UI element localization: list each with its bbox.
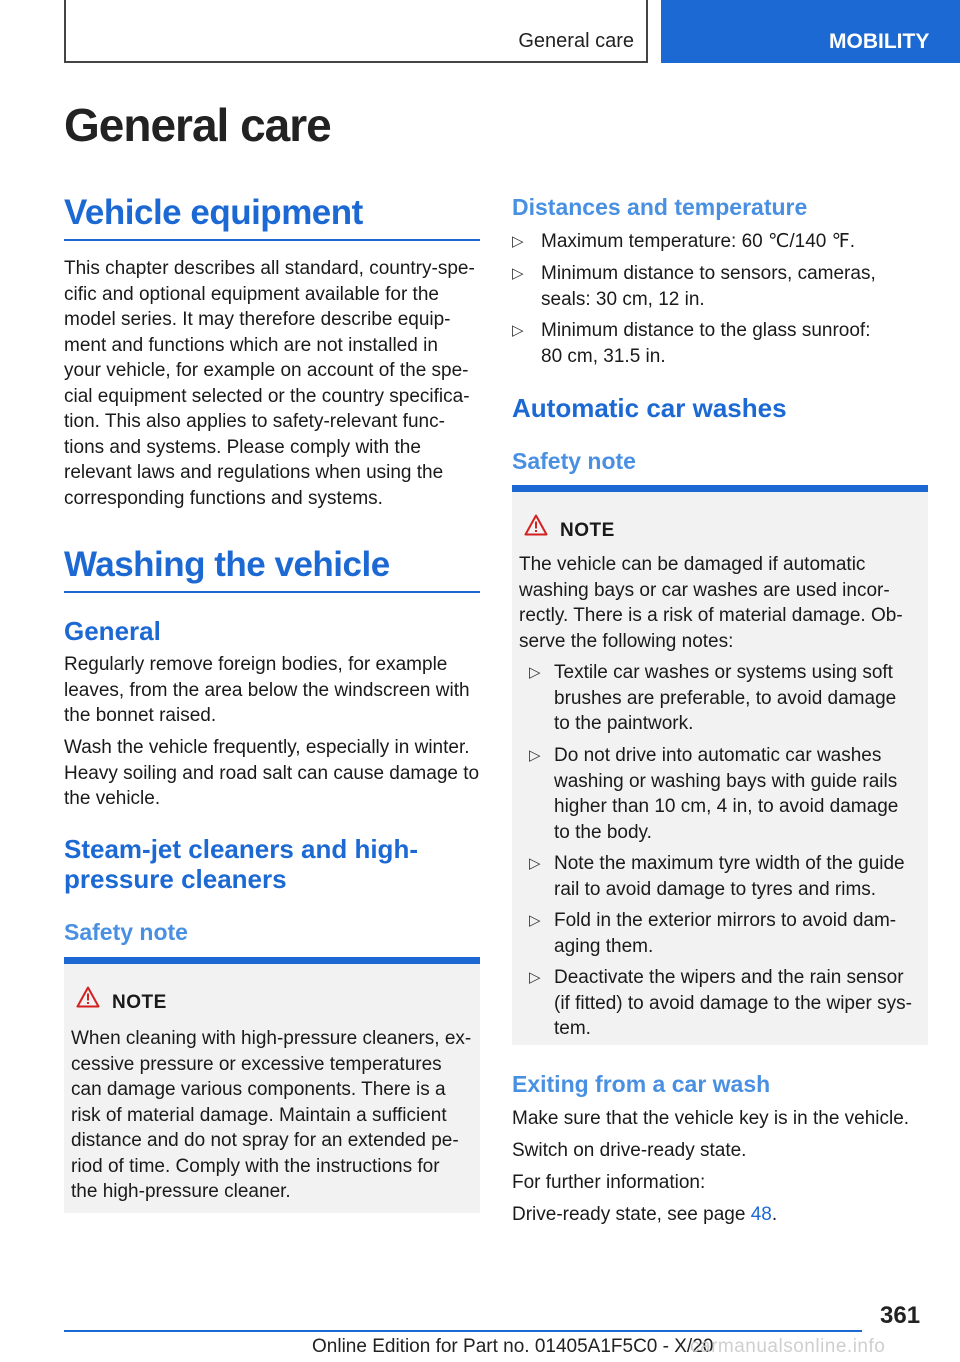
bullet-triangle-icon: ▷ — [529, 855, 541, 872]
text-line: the vehicle. — [64, 788, 161, 809]
list-item-text — [554, 908, 921, 959]
text-line: ment and functions which are not installed in — [64, 334, 438, 356]
heading-safety-note: Safety note — [64, 919, 188, 945]
note-label: NOTE — [560, 520, 615, 541]
header-section-title: General care — [518, 30, 634, 52]
text-line: cessive pressure or excessive temperatures — [71, 1053, 442, 1075]
page-title: General care — [64, 99, 331, 151]
vehicle-equipment-text — [64, 256, 480, 511]
text-line: relevant laws and regulations when using the — [64, 462, 444, 483]
text-line: cific and optional equipment available for the — [64, 283, 439, 305]
header-chapter-tab: MOBILITY — [661, 0, 960, 63]
bullet-triangle-icon: ▷ — [512, 322, 524, 339]
heading-washing-vehicle: Washing the vehicle — [64, 545, 480, 593]
text-line: brushes are preferable, to avoid damage — [554, 687, 897, 709]
text-line: Textile car washes or systems using soft — [554, 662, 893, 683]
text-line: Note the maximum tyre width of the guide — [554, 853, 905, 874]
text-line: Minimum distance to the glass sunroof: — [541, 320, 871, 341]
text-line: (if fitted) to avoid damage to the wiper sys- — [554, 992, 912, 1014]
text-line: This chapter describes all standard, country-spe- — [64, 258, 475, 279]
text-line: rail to avoid damage to tyres and rims. — [554, 878, 877, 900]
sentence-end: . — [771, 1204, 778, 1225]
heading-automatic-car-washes: Automatic car washes — [512, 393, 787, 423]
text-line: washing or washing bays with guide rails — [554, 770, 898, 792]
text-line: tion. This also applies to safety-relevant func- — [64, 411, 445, 432]
text-line: The vehicle can be damaged if automatic — [519, 554, 866, 575]
list-item — [512, 229, 928, 255]
text-line: aging them. — [554, 935, 654, 957]
note-box-car-washes — [512, 485, 928, 1045]
text-line: tem. — [554, 1018, 591, 1039]
list-item-text — [541, 261, 928, 312]
wash-frequency-text — [64, 735, 480, 812]
exiting-text-4 — [512, 1202, 928, 1228]
exiting-text-3: For further information: — [512, 1172, 706, 1193]
warning-triangle-icon — [76, 986, 100, 1008]
text-line: Minimum distance to sensors, cameras, — [541, 263, 876, 284]
text-line: Fold in the exterior mirrors to avoid dam- — [554, 910, 897, 931]
text-line: your vehicle, for example on account of the spe- — [64, 360, 469, 381]
text-line: Heavy soiling and road salt can cause damage to — [64, 762, 480, 784]
bullet-triangle-icon: ▷ — [529, 969, 541, 986]
bullet-triangle-icon: ▷ — [512, 233, 524, 250]
exiting-text-1: Make sure that the vehicle key is in the vehicle. — [512, 1108, 910, 1129]
heading-line: Steam-jet cleaners and high- — [64, 834, 418, 864]
text-line: leaves, from the area below the windscreen with — [64, 679, 470, 701]
heading-safety-note: Safety note — [512, 448, 636, 474]
exiting-text-2: Switch on drive-ready state. — [512, 1140, 747, 1161]
warning-triangle-icon — [524, 514, 548, 536]
list-item — [519, 743, 921, 845]
heading-general: General — [64, 616, 161, 646]
text-line: Regularly remove foreign bodies, for example — [64, 654, 448, 675]
text-line: tions and systems. Please comply with the — [64, 436, 421, 458]
text-line: to the paintwork. — [554, 713, 694, 734]
note-box-pressure-cleaners — [64, 957, 480, 1213]
text-line: When cleaning with high-pressure cleaners, ex- — [71, 1028, 472, 1049]
text-line: riod of time. Comply with the instructions for — [71, 1155, 440, 1177]
text-line: can damage various components. There is a — [71, 1079, 446, 1100]
page-number: 361 — [880, 1302, 921, 1329]
list-item-text — [554, 660, 921, 737]
general-text — [64, 652, 480, 729]
text-line: washing bays or car washes are used incor- — [519, 579, 890, 601]
note-text — [71, 1026, 473, 1205]
text-line: the high-pressure cleaner. — [71, 1181, 291, 1202]
list-item — [519, 660, 921, 737]
list-item — [512, 318, 928, 369]
text-line: to the body. — [554, 821, 652, 843]
text-line: cial equipment selected or the country specifica- — [64, 385, 470, 407]
text-line: higher than 10 cm, 4 in, to avoid damage — [554, 796, 899, 817]
watermark: carmanualsonline.info — [690, 1336, 886, 1357]
list-item — [519, 965, 921, 1042]
text-line: risk of material damage. Maintain a sufficient — [71, 1104, 447, 1126]
page-48-link[interactable]: 48 — [750, 1204, 772, 1225]
bullet-triangle-icon: ▷ — [512, 265, 524, 282]
text-line: corresponding functions and systems. — [64, 487, 383, 509]
list-item — [512, 261, 928, 312]
list-item — [519, 851, 921, 902]
list-item-text — [554, 743, 921, 845]
text-line: 80 cm, 31.5 in. — [541, 345, 666, 367]
text-line: Deactivate the wipers and the rain sensor — [554, 967, 904, 988]
list-item-text — [541, 318, 928, 369]
text-line: the bonnet raised. — [64, 705, 217, 726]
bullet-triangle-icon: ▷ — [529, 747, 541, 764]
heading-steam-jet-cleaners — [64, 834, 418, 894]
bullet-triangle-icon: ▷ — [529, 664, 541, 681]
footer-divider — [64, 1330, 862, 1332]
heading-exiting-car-wash: Exiting from a car wash — [512, 1071, 771, 1097]
text-line: rectly. There is a risk of material damage. Ob- — [519, 605, 903, 626]
cross-reference-text: Drive-ready state, see page — [512, 1204, 751, 1225]
bullet-triangle-icon: ▷ — [529, 912, 541, 929]
text-line: Do not drive into automatic car washes — [554, 745, 882, 766]
text-line: distance and do not spray for an extended pe- — [71, 1130, 459, 1151]
text-line: seals: 30 cm, 12 in. — [541, 288, 705, 310]
footer-edition: Online Edition for Part no. 01405A1F5C0 - X/20 — [312, 1336, 714, 1357]
heading-distances-temperature: Distances and temperature — [512, 194, 808, 220]
text-line: model series. It may therefore describe equip- — [64, 309, 451, 330]
note-label: NOTE — [112, 992, 167, 1013]
list-item-text — [554, 965, 921, 1042]
header-frame — [64, 0, 648, 63]
list-item — [519, 908, 921, 959]
text-line: Wash the vehicle frequently, especially in winter. — [64, 737, 470, 758]
heading-vehicle-equipment: Vehicle equipment — [64, 193, 480, 241]
list-item-text — [554, 851, 921, 902]
heading-line: pressure cleaners — [64, 864, 287, 894]
list-item-text: Maximum temperature: 60 ℃/140 ℉. — [541, 231, 855, 252]
text-line: serve the following notes: — [519, 630, 734, 652]
note-text — [519, 552, 921, 654]
